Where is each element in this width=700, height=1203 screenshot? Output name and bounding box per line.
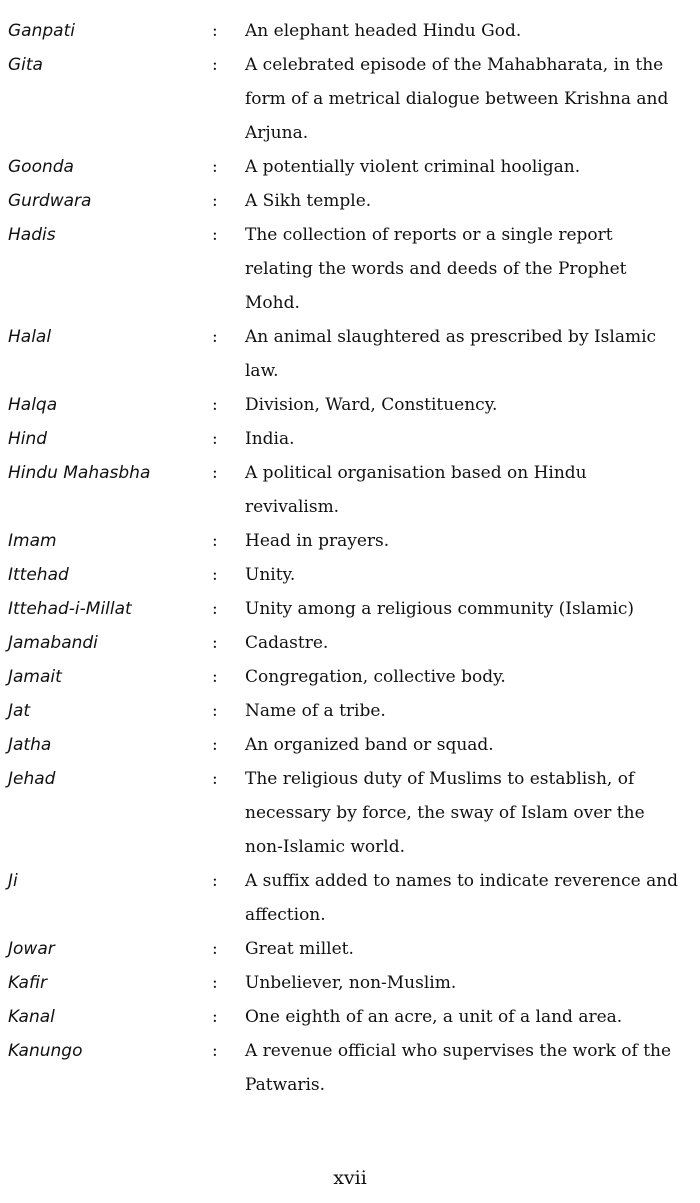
glossary-entry — [0, 150, 700, 184]
glossary-term: Jatha — [8, 735, 52, 755]
glossary-term: Goonda — [8, 157, 74, 177]
glossary-term: Kafir — [8, 973, 47, 993]
glossary-definition: India. — [245, 429, 295, 449]
glossary-entry — [0, 14, 700, 48]
glossary-term: Ganpati — [8, 21, 75, 41]
glossary-term: Jamait — [8, 667, 62, 687]
glossary-definition: Cadastre. — [245, 633, 329, 653]
glossary-definition: Great millet. — [245, 939, 354, 959]
term-separator: : — [212, 55, 218, 75]
glossary-definition: A potentially violent criminal hooligan. — [245, 157, 581, 177]
glossary-term: Hadis — [8, 225, 56, 245]
term-separator: : — [212, 531, 218, 551]
glossary-entry — [0, 422, 700, 456]
glossary-definition: Congregation, collective body. — [245, 667, 506, 687]
glossary-list — [0, 14, 700, 1102]
glossary-term: Kanal — [8, 1007, 55, 1027]
glossary-definition: Unity. — [245, 565, 296, 585]
glossary-entry — [0, 932, 700, 966]
glossary-definition: A suffix added to names to indicate reverence and affection. — [245, 871, 679, 925]
glossary-term: Jamabandi — [8, 633, 98, 653]
term-separator: : — [212, 395, 218, 415]
term-separator: : — [212, 565, 218, 585]
glossary-definition: Name of a tribe. — [245, 701, 386, 721]
glossary-entry — [0, 626, 700, 660]
glossary-definition: Head in prayers. — [245, 531, 390, 551]
glossary-term: Ittehad — [8, 565, 69, 585]
term-separator: : — [212, 157, 218, 177]
glossary-entry — [0, 48, 700, 150]
glossary-term: Halqa — [8, 395, 58, 415]
page-number: xvii — [333, 1167, 367, 1189]
glossary-entry — [0, 728, 700, 762]
glossary-definition: A celebrated episode of the Mahabharata, in the form of a metrical dialogue between Krishna and Arjuna. — [245, 55, 669, 143]
glossary-term: Hind — [8, 429, 48, 449]
glossary-entry — [0, 320, 700, 388]
glossary-term: Gurdwara — [8, 191, 92, 211]
glossary-entry — [0, 592, 700, 626]
glossary-definition: An elephant headed Hindu God. — [245, 21, 522, 41]
glossary-entry — [0, 966, 700, 1000]
term-separator: : — [212, 225, 218, 245]
glossary-entry — [0, 524, 700, 558]
glossary-entry — [0, 1000, 700, 1034]
glossary-definition: The religious duty of Muslims to establish, of necessary by force, the sway of Islam over the non-Islamic world. — [245, 769, 645, 857]
term-separator: : — [212, 463, 218, 483]
term-separator: : — [212, 21, 218, 41]
term-separator: : — [212, 1041, 218, 1061]
term-separator: : — [212, 871, 218, 891]
glossary-term: Imam — [8, 531, 57, 551]
glossary-entry — [0, 184, 700, 218]
term-separator: : — [212, 939, 218, 959]
glossary-term: Gita — [8, 55, 43, 75]
glossary-term: Jehad — [8, 769, 56, 789]
glossary-entry — [0, 388, 700, 422]
term-separator: : — [212, 1007, 218, 1027]
glossary-definition: An animal slaughtered as prescribed by Islamic law. — [245, 327, 657, 381]
term-separator: : — [212, 769, 218, 789]
glossary-definition: An organized band or squad. — [245, 735, 494, 755]
glossary-definition: A revenue official who supervises the work of the Patwaris. — [245, 1041, 672, 1095]
glossary-term: Ji — [8, 871, 18, 891]
glossary-entry — [0, 1034, 700, 1102]
glossary-term: Hindu Mahasbha — [8, 463, 151, 483]
term-separator: : — [212, 191, 218, 211]
glossary-term: Jowar — [8, 939, 55, 959]
term-separator: : — [212, 599, 218, 619]
glossary-entry — [0, 694, 700, 728]
glossary-entry — [0, 558, 700, 592]
glossary-definition: A Sikh temple. — [245, 191, 372, 211]
glossary-entry — [0, 660, 700, 694]
glossary-definition: Unbeliever, non-Muslim. — [245, 973, 457, 993]
term-separator: : — [212, 735, 218, 755]
glossary-term: Kanungo — [8, 1041, 83, 1061]
term-separator: : — [212, 429, 218, 449]
term-separator: : — [212, 701, 218, 721]
glossary-entry — [0, 762, 700, 864]
glossary-definition: Unity among a religious community (Islamic) — [245, 599, 635, 619]
glossary-definition: The collection of reports or a single report relating the words and deeds of the Prophet Mohd. — [245, 225, 627, 313]
glossary-term: Ittehad-i-Millat — [8, 599, 132, 619]
glossary-entry — [0, 456, 700, 524]
glossary-definition: A political organisation based on Hindu revivalism. — [245, 463, 587, 517]
glossary-entry — [0, 218, 700, 320]
glossary-term: Jat — [8, 701, 31, 721]
term-separator: : — [212, 973, 218, 993]
glossary-term: Halal — [8, 327, 52, 347]
term-separator: : — [212, 327, 218, 347]
glossary-definition: Division, Ward, Constituency. — [245, 395, 498, 415]
glossary-entry — [0, 864, 700, 932]
term-separator: : — [212, 633, 218, 653]
glossary-definition: One eighth of an acre, a unit of a land area. — [245, 1007, 623, 1027]
term-separator: : — [212, 667, 218, 687]
